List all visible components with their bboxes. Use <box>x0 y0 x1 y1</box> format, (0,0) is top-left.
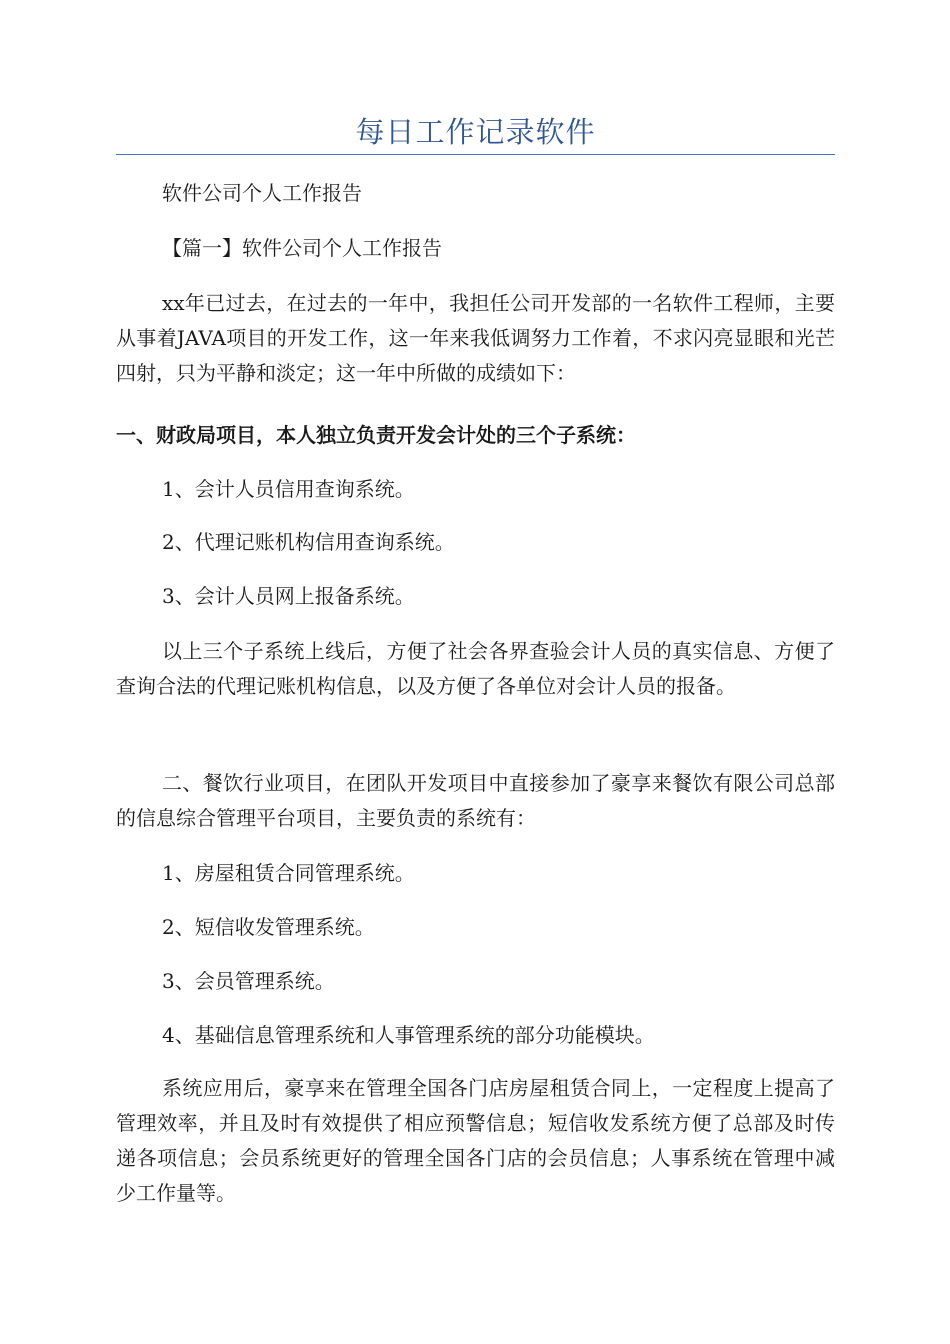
part1-summary: 以上三个子系统上线后，方便了社会各界查验会计人员的真实信息、方便了查询合法的代理记账机构信息，以及方便了各单位对会计人员的报备。 <box>116 639 835 698</box>
list-item: 2、代理记账机构信用查询系统。 <box>162 530 455 554</box>
list-item: 2、短信收发管理系统。 <box>162 915 375 939</box>
title-underline <box>116 154 835 155</box>
part1-heading: 一、财政局项目，本人独立负责开发会计处的三个子系统： <box>116 423 636 447</box>
document-title: 每日工作记录软件 <box>355 115 596 149</box>
list-item: 4、基础信息管理系统和人事管理系统的部分功能模块。 <box>162 1023 655 1047</box>
list-item: 1、会计人员信用查询系统。 <box>162 477 415 501</box>
list-item: 1、房屋租赁合同管理系统。 <box>162 861 415 885</box>
section-heading: 【篇一】软件公司个人工作报告 <box>162 236 442 260</box>
part2-summary: 系统应用后，豪享来在管理全国各门店房屋租赁合同上，一定程度上提高了管理效率，并且及时有效提供了相应预警信息；短信收发系统方便了总部及时传递各项信息；会员系统更好的管理全国各门店的会员信息；人事系统在管理中减少工作量等。 <box>116 1076 835 1205</box>
intro-paragraph: xx年已过去，在过去的一年中，我担任公司开发部的一名软件工程师，主要从事着JAVA项目的开发工作，这一年来我低调努力工作着，不求闪亮显眼和光芒四射，只为平静和淡定；这一年中所做的成绩如下： <box>116 291 835 385</box>
list-item: 3、会计人员网上报备系统。 <box>162 584 415 608</box>
part2-heading: 二、餐饮行业项目，在团队开发项目中直接参加了豪享来餐饮有限公司总部的信息综合管理平台项目，主要负责的系统有： <box>116 771 835 830</box>
subtitle: 软件公司个人工作报告 <box>162 181 362 205</box>
list-item: 3、会员管理系统。 <box>162 969 335 993</box>
